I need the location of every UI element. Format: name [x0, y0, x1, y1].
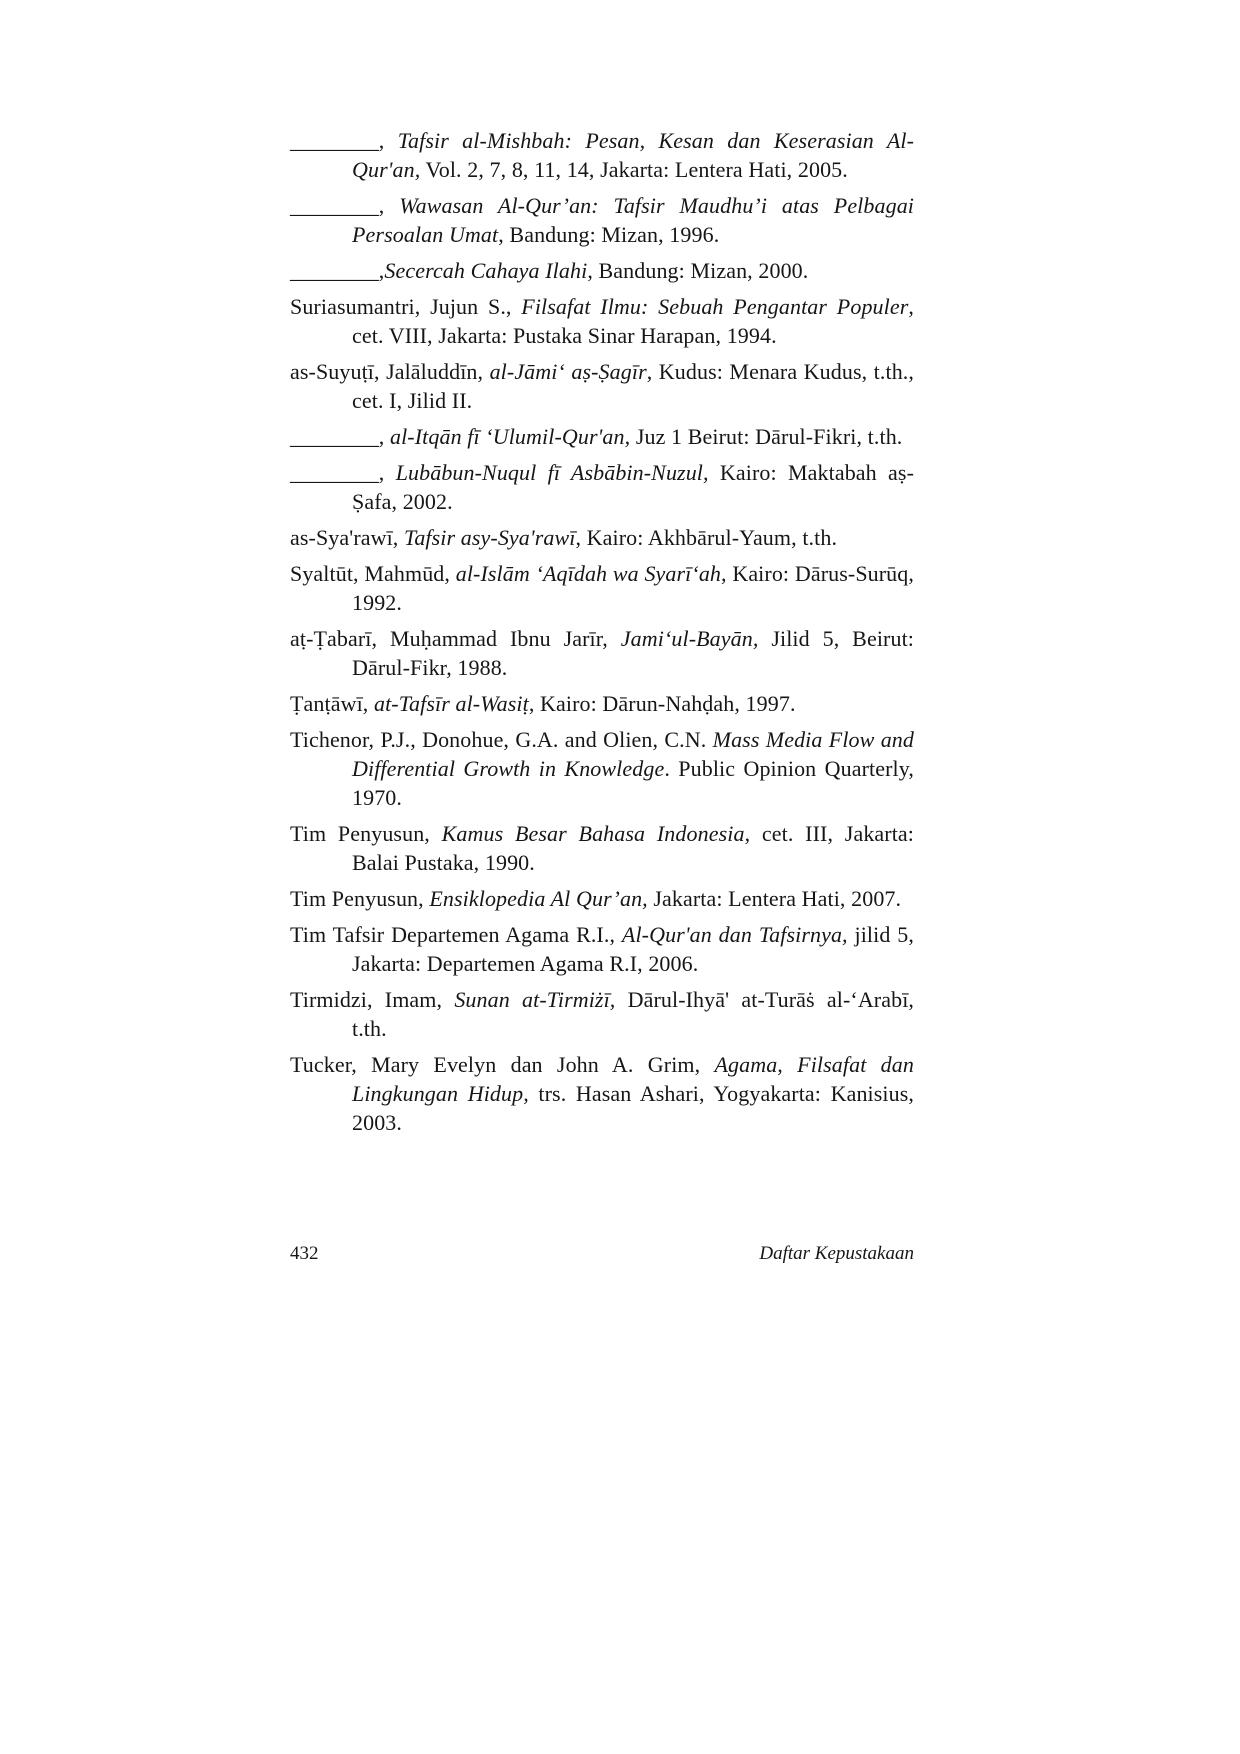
entry-text-segment: as-Suyuṭī, Jalāluddīn, — [290, 359, 490, 384]
bibliography-entry — [290, 884, 914, 913]
entry-text-segment: Tichenor, P.J., Donohue, G.A. and Olien, C.N. — [290, 727, 713, 752]
entry-title-segment: Kamus Besar Bahasa Indonesia — [441, 821, 745, 846]
entry-text-segment: , cet. VIII, Jakarta: Pustaka Sinar Harapan, 1994. — [352, 294, 914, 348]
entry-text-segment: Jakarta: Lentera Hati, 2007. — [647, 886, 902, 911]
entry-text-segment: , Bandung: Mizan, 1996. — [498, 222, 720, 247]
entry-text-segment: Juz 1 Beirut: Dārul-Fikri, t.th. — [630, 424, 903, 449]
entry-text-segment: Suriasumantri, Jujun S., — [290, 294, 522, 319]
bibliography-entry — [290, 126, 914, 184]
entry-title-segment: Ensiklopedia Al Qur’an, — [429, 886, 648, 911]
bibliography-entry — [290, 523, 914, 552]
entry-text-segment: , cet. III, Jakarta: Balai Pustaka, 1990. — [352, 821, 914, 875]
entry-title-segment: al-Islām ‘Aqīdah wa Syarī‘ah — [455, 561, 722, 586]
entry-text-segment: ________, — [290, 424, 390, 449]
entry-text-segment: jilid 5, Jakarta: Departemen Agama R.I, 2006. — [352, 922, 914, 976]
bibliography-entry — [290, 191, 914, 249]
entry-text-segment: Tim Penyusun, — [290, 821, 442, 846]
entry-text-segment: as-Sya'rawī, — [290, 525, 405, 550]
entry-title-segment: Secercah Cahaya Ilahi — [384, 258, 588, 283]
entry-text-segment: Tucker, Mary Evelyn dan John A. Grim, — [290, 1052, 715, 1077]
entry-title-segment: Mass Media Flow and Differential Growth in Knowledge — [352, 727, 914, 781]
entry-text-segment: Kairo: Maktabah aṣ-Ṣafa, 2002. — [352, 460, 915, 514]
entry-title-segment: al-Itqān fī ‘Ulumil-Qur'an, — [390, 424, 631, 449]
entry-text-segment: , Kudus: Menara Kudus, t.th., cet. I, Jilid II. — [352, 359, 914, 413]
bibliography-entry — [290, 422, 914, 451]
entry-text-segment: , Kairo: Akhbārul-Yaum, t.th. — [575, 525, 838, 550]
entry-text-segment: , Kairo: Dārun-Nahḍah, 1997. — [528, 691, 796, 716]
entry-title-segment: Al-Qur'an dan Tafsirnya, — [621, 922, 848, 947]
entry-text-segment: Jilid 5, Beirut: Dārul-Fikr, 1988. — [352, 626, 914, 680]
entry-title-segment: Tafsir al-Mishbah: Pesan, Kesan dan Keserasian Al-Qur'an, — [352, 128, 914, 182]
bibliography-entry — [290, 357, 914, 415]
bibliography-list — [290, 126, 914, 1144]
page-footer — [290, 1242, 914, 1266]
entry-text-segment: ________, — [290, 258, 385, 283]
bibliography-entry — [290, 819, 914, 877]
entry-text-segment: Syaltūt, Mahmūd, — [290, 561, 456, 586]
bibliography-entry — [290, 292, 914, 350]
entry-title-segment: Jami‘ul-Bayān, — [620, 626, 759, 651]
entry-text-segment: Dārul-Ihyā' at-Turāṡ al-‘Arabī, t.th. — [352, 987, 915, 1041]
entry-text-segment: ________, — [290, 128, 398, 153]
entry-text-segment: , Bandung: Mizan, 2000. — [587, 258, 809, 283]
bibliography-entry — [290, 559, 914, 617]
entry-text-segment: Vol. 2, 7, 8, 11, 14, Jakarta: Lentera Hati, 2005. — [420, 157, 848, 182]
bibliography-entry — [290, 624, 914, 682]
entry-text-segment: aṭ-Ṭabarī, Muḥammad Ibnu Jarīr, — [290, 626, 621, 651]
footer-section-title: Daftar Kepustakaan — [759, 1243, 914, 1264]
entry-title-segment: Sunan at-Tirmiżī, — [454, 987, 616, 1012]
entry-text-segment: Tirmidzi, Imam, — [290, 987, 455, 1012]
entry-title-segment: Wawasan Al-Qur’an: Tafsir Maudhu’i atas Pelbagai Persoalan Umat — [352, 193, 915, 247]
entry-title-segment: Agama, Filsafat dan Lingkungan Hidup, — [352, 1052, 914, 1106]
bibliography-entry — [290, 725, 914, 812]
bibliography-entry — [290, 689, 914, 718]
entry-text-segment: Ṭanṭāwī, — [290, 691, 374, 716]
entry-text-segment: Tim Tafsir Departemen Agama R.I., — [290, 922, 622, 947]
entry-title-segment: at-Tafsīr al-Wasiṭ — [373, 691, 529, 716]
entry-text-segment: . Public Opinion Quarterly, 1970. — [352, 756, 914, 810]
entry-text-segment: Tim Penyusun, — [290, 886, 430, 911]
entry-title-segment: Lubābun-Nuqul fī Asbābin-Nuzul, — [395, 460, 709, 485]
entry-text-segment: , Kairo: Dārus-Surūq, 1992. — [352, 561, 914, 615]
entry-text-segment: ________, — [290, 193, 400, 218]
bibliography-entry — [290, 1050, 914, 1137]
entry-title-segment: Filsafat Ilmu: Sebuah Pengantar Populer — [521, 294, 909, 319]
bibliography-entry — [290, 256, 914, 285]
bibliography-entry — [290, 458, 914, 516]
entry-title-segment: al-Jāmi‘ aṣ-Ṣagīr — [489, 359, 647, 384]
entry-title-segment: Tafsir asy-Sya'rawī — [404, 525, 576, 550]
entry-text-segment: ________, — [290, 460, 396, 485]
entry-text-segment: trs. Hasan Ashari, Yogyakarta: Kanisius, 2003. — [352, 1081, 915, 1135]
bibliography-entry — [290, 920, 914, 978]
bibliography-entry — [290, 985, 914, 1043]
page-number: 432 — [290, 1243, 319, 1264]
